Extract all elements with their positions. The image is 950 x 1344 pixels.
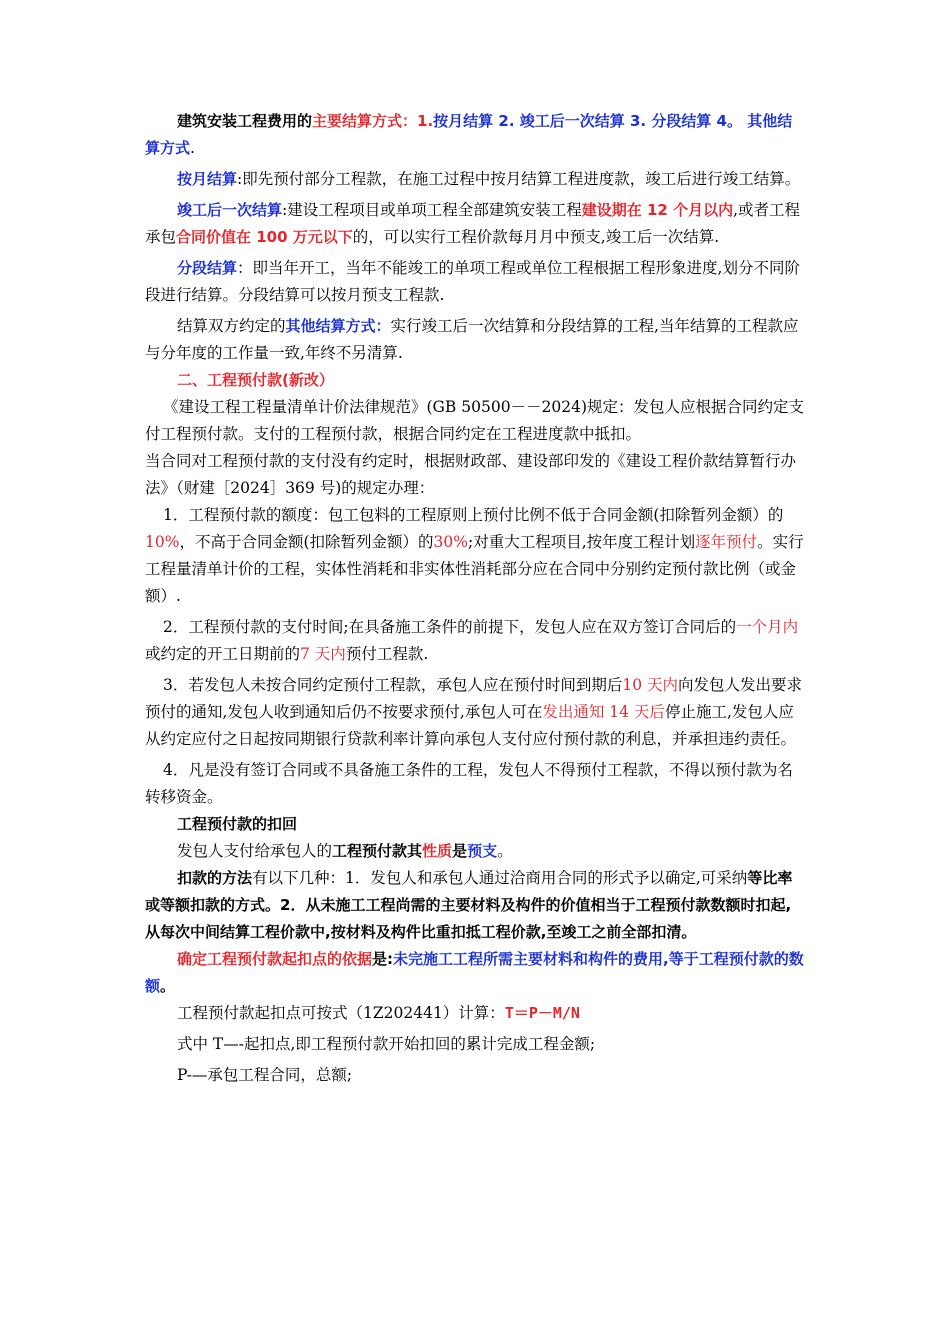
text-run: 实行竣工后一次结算和分段结算的工程,当年结算的工程款应与分年度的工作量一致,年终不另清算. (145, 317, 799, 362)
highlight-red: ：1. (402, 112, 434, 130)
text-run: ,或者工程承包 (145, 201, 801, 246)
highlight-red: 10 天内 (622, 676, 679, 694)
text-run: :即先预付部分工程款，在施工过程中按月结算工程进度款，竣工后进行竣工结算。 (237, 170, 801, 188)
highlight-red: 建设期在 12 个月以内 (581, 201, 734, 219)
text-run: 建筑安装工程费用的 (177, 112, 313, 130)
term-staged-settlement: 分段结算 (177, 259, 238, 277)
document-page (145, 108, 805, 1089)
highlight-blue: 预支 (467, 842, 498, 860)
paragraph-nature (145, 838, 805, 865)
text-run: 有以下几种：1．发包人和承包人通过洽商用合同的形式予以确定,可采纳 (252, 869, 748, 887)
text-run-bold: 。 (160, 977, 176, 995)
text-run: 2．工程预付款的支付时间;在具备施工条件的前提下，发包人应在双方签订合同后的 (163, 618, 737, 636)
text-run: 1．工程预付款的额度：包工包料的工程原则上预付比例不低于合同金额(扣除暂列金额）的 (163, 506, 784, 524)
text-run-bold: 是 (452, 842, 468, 860)
list-item-1 (145, 502, 805, 610)
highlight-red: 主要结算方式 (312, 112, 403, 130)
text-run: ，不高于合同金额(扣除暂列金额）的 (179, 533, 434, 551)
highlight-red: 发出通知 14 天后 (542, 703, 665, 721)
paragraph-settlement-methods (145, 108, 805, 162)
text-run: 的，可以实行工程价款每月月中预支,竣工后一次结算. (352, 228, 720, 246)
text-run: 。 (497, 842, 513, 860)
paragraph-start-point-basis (145, 946, 805, 1000)
text-run: :建设工程项目或单项工程全部建筑安装工程 (282, 201, 582, 219)
text-run: . (190, 139, 195, 157)
list-item-4: 4．凡是没有签订合同或不具备施工条件的工程，发包人不得预付工程款，不得以预付款为名转移资金。 (145, 761, 793, 806)
paragraph-no-agreement: 当合同对工程预付款的支付没有约定时，根据财政部、建设部印发的《建设工程价款结算暂行办法》（财建［2024］369 号)的规定办理： (145, 452, 797, 497)
paragraph-one-time-settlement (145, 197, 805, 251)
text-run: 3．若发包人未按合同约定预付工程款，承包人应在预付时间到期后 (163, 676, 623, 694)
text-run: 或约定的开工日期前的 (145, 645, 301, 663)
text-run: 停止施工,发包人应从约定应付之日起按同期银行贷款利率计算向承包人支付应付预付款的利息，并承担违约责任。 (145, 703, 797, 748)
term-deduction-method: 扣款的方法 (177, 869, 253, 887)
highlight-red: 一个月内 (736, 618, 799, 636)
highlight-red: 10% (145, 533, 180, 551)
highlight-red: 合同价值在 100 万元以下 (176, 228, 353, 246)
list-item-3 (145, 672, 805, 753)
heading-advance-payment: 二、工程预付款(新改） (177, 371, 334, 389)
highlight-red: 性质 (422, 842, 453, 860)
highlight-red: 30% (433, 533, 468, 551)
highlight-blue: 未完施工工程所需主要材料和构件的费用,等于工程预付款的数额 (145, 950, 804, 995)
text-run: 发包人支付给承包人的 (177, 842, 333, 860)
paragraph-formula (145, 1000, 805, 1027)
list-item-2 (145, 614, 805, 668)
highlight-blue: 按月结算 2. 竣工后一次结算 3. 分段结算 4。 其他结算方式 (145, 112, 793, 157)
text-run-bold: 工程预付款其 (332, 842, 423, 860)
text-run: 。实行工程量清单计价的工程，实体性消耗和非实体性消耗部分应在合同中分别约定预付款比例（或金额）. (145, 533, 804, 605)
term-one-time-settlement: 竣工后一次结算 (177, 201, 283, 219)
text-run: 预付工程款. (345, 645, 429, 663)
text-run: 结算双方约定的 (177, 317, 286, 335)
formula: T＝P－M/N (504, 1004, 580, 1022)
text-run: 工程预付款起扣点可按式（1Z202441）计算： (177, 1004, 505, 1022)
paragraph-p-definition: P-—承包工程合同，总额; (177, 1066, 353, 1084)
paragraph-other-settlement (145, 313, 805, 367)
paragraph-deduction-methods (145, 865, 805, 946)
highlight-red: 7 天内 (300, 645, 346, 663)
subheading-deduction: 工程预付款的扣回 (177, 815, 298, 833)
text-run: ：即当年开工，当年不能竣工的单项工程或单位工程根据工程形象进度,划分不同阶段进行结算。分段结算可以按月预支工程款. (145, 259, 800, 304)
highlight-red: 确定工程预付款起扣点的依据 (177, 950, 373, 968)
highlight-red: 逐年预付 (695, 533, 758, 551)
text-run: 向发包人发出要求预付的通知,发包人收到通知后仍不按要求预付,承包人可在 (145, 676, 803, 721)
paragraph-code-spec: 《建设工程工程量清单计价法律规范》(GB 50500－－2024)规定：发包人应根据合同约定支付工程预付款。支付的工程预付款，根据合同约定在工程进度款中抵扣。 (145, 398, 805, 443)
paragraph-t-definition: 式中 T—-起扣点,即工程预付款开始扣回的累计完成工程金额; (177, 1035, 596, 1053)
paragraph-monthly-settlement (145, 166, 805, 193)
term-monthly-settlement: 按月结算 (177, 170, 238, 188)
text-run: ;对重大工程项目,按年度工程计划 (467, 533, 696, 551)
term-other-settlement: 其他结算方式： (285, 317, 391, 335)
paragraph-staged-settlement (145, 255, 805, 309)
text-run-bold: 等比率或等额扣款的方式。2．从未施工工程尚需的主要材料及构件的价值相当于工程预付款数额时扣起,从每次中间结算工程价款中,按材料及构件比重扣抵工程价款,至竣工之前全部扣清。 (145, 869, 793, 941)
text-run-bold: 是: (372, 950, 394, 968)
